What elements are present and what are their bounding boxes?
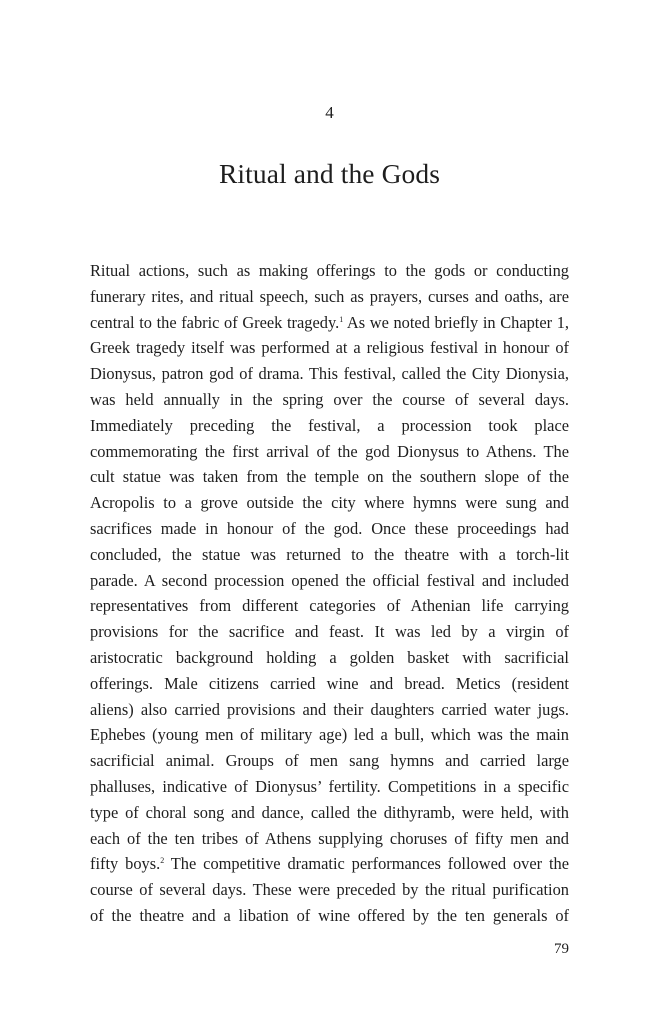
text-line: Acropolis to a grove outside the city where hymns were sung and xyxy=(90,493,569,513)
text-line: Ephebes (young men of military age) led a bull, which was the main xyxy=(90,725,569,745)
text-line: type of choral song and dance, called the dithyramb, were held, with xyxy=(90,802,569,822)
text-line: sacrifices made in honour of the god. Once these proceedings had xyxy=(90,518,569,538)
text-line: course of several days. These were preceded by the ritual purification xyxy=(90,880,569,900)
text-line: funerary rites, and ritual speech, such as prayers, curses and oaths, are xyxy=(90,286,569,306)
text-line: offerings. Male citizens carried wine and bread. Metics (resident xyxy=(90,673,569,693)
text-line: cult statue was taken from the temple on the southern slope of the xyxy=(90,467,569,487)
text-line: aliens) also carried provisions and their daughters carried water jugs. xyxy=(90,699,569,719)
text-line: concluded, the statue was returned to the theatre with a torch-lit xyxy=(90,544,569,564)
text-line: Ritual actions, such as making offerings to the gods or conducting xyxy=(90,261,569,280)
text-line: aristocratic background holding a golden basket with sacrificial xyxy=(90,647,569,667)
text-line: was held annually in the spring over the course of several days. xyxy=(90,389,569,409)
page-number: 79 xyxy=(554,941,569,957)
text-line: of the theatre and a libation of wine offered by the ten generals of xyxy=(90,905,569,925)
text-line: each of the ten tribes of Athens supplying choruses of fifty men and xyxy=(90,828,569,848)
footnote-marker[interactable]: 1 xyxy=(339,314,344,324)
chapter-title: Ritual and the Gods xyxy=(218,158,441,189)
text-line: Greek tragedy itself was performed at a religious festival in honour of xyxy=(90,338,569,358)
text-line: Dionysus, patron god of drama. This festival, called the City Dionysia, xyxy=(90,364,569,384)
text-line: commemorating the first arrival of the god Dionysus to Athens. The xyxy=(90,441,569,461)
text-line: phalluses, indicative of Dionysus’ fertility. Competitions in a specific xyxy=(90,776,569,796)
text-line: sacrificial animal. Groups of men sang hymns and carried large xyxy=(90,751,569,771)
text-line: representatives from different categories of Athenian life carrying xyxy=(90,596,569,616)
chapter-number: 4 xyxy=(325,103,334,122)
body-paragraph xyxy=(90,258,569,929)
text-line: central to the fabric of Greek tragedy.$^1$ As we noted briefly in Chapter 1, xyxy=(90,312,569,332)
text-line: provisions for the sacrifice and feast. It was led by a virgin of xyxy=(90,622,569,642)
footnote-marker[interactable]: 2 xyxy=(160,856,165,866)
text-line: fifty boys.$^2$ The competitive dramatic performances followed over the xyxy=(90,854,569,874)
text-line: parade. A second procession opened the official festival and included xyxy=(90,570,569,590)
text-line: Immediately preceding the festival, a procession took place xyxy=(90,415,569,435)
